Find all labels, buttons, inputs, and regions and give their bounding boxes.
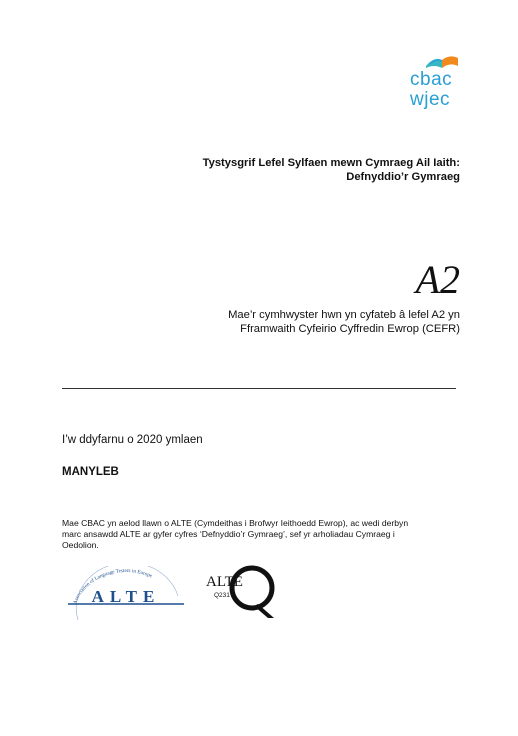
qualification-title <box>100 156 460 184</box>
divider-line <box>62 388 456 389</box>
award-date-text: I’w ddyfarnu o 2020 ymlaen <box>62 434 203 446</box>
title-line-2: Defnyddio’r Gymraeg <box>346 171 460 183</box>
title-line-1: Tystysgrif Lefel Sylfaen mewn Cymraeg Ail Iaith: <box>202 157 460 169</box>
membership-paragraph <box>62 518 472 551</box>
logo-text-wjec: wjec <box>410 89 451 110</box>
alte-wordmark: ALTE <box>91 587 161 606</box>
membership-line-3: Oedolion. <box>62 540 99 550</box>
membership-line-2: marc ansawdd ALTE ar gyfer cyfres ‘Defnyddio’r Gymraeg’, sef yr arholiadau Cymraeg i <box>62 529 395 539</box>
alte-q-mark-logo <box>200 560 286 620</box>
logo-text-cbac: cbac <box>410 69 453 90</box>
level-code: A2 <box>415 257 460 302</box>
alte-q-code: Q231 <box>214 592 230 599</box>
cefr-line-2: Fframwaith Cyfeirio Cyffredin Ewrop (CEFR) <box>240 323 460 335</box>
cbac-wjec-logo <box>400 52 470 114</box>
cefr-statement <box>140 308 460 336</box>
membership-line-1: Mae CBAC yn aelod llawn o ALTE (Cymdeithas i Brofwyr Ieithoedd Ewrop), ac wedi derbyn <box>62 518 409 528</box>
alte-ring-text: Association of Language Testers in Europe <box>72 567 154 605</box>
specification-heading: MANYLEB <box>62 466 119 478</box>
book-icon <box>422 52 462 70</box>
cefr-line-1: Mae’r cymhwyster hwn yn cyfateb â lefel A2 yn <box>228 309 460 321</box>
alte-q-wordmark: ALTE <box>206 574 243 590</box>
alte-logo <box>64 566 188 624</box>
